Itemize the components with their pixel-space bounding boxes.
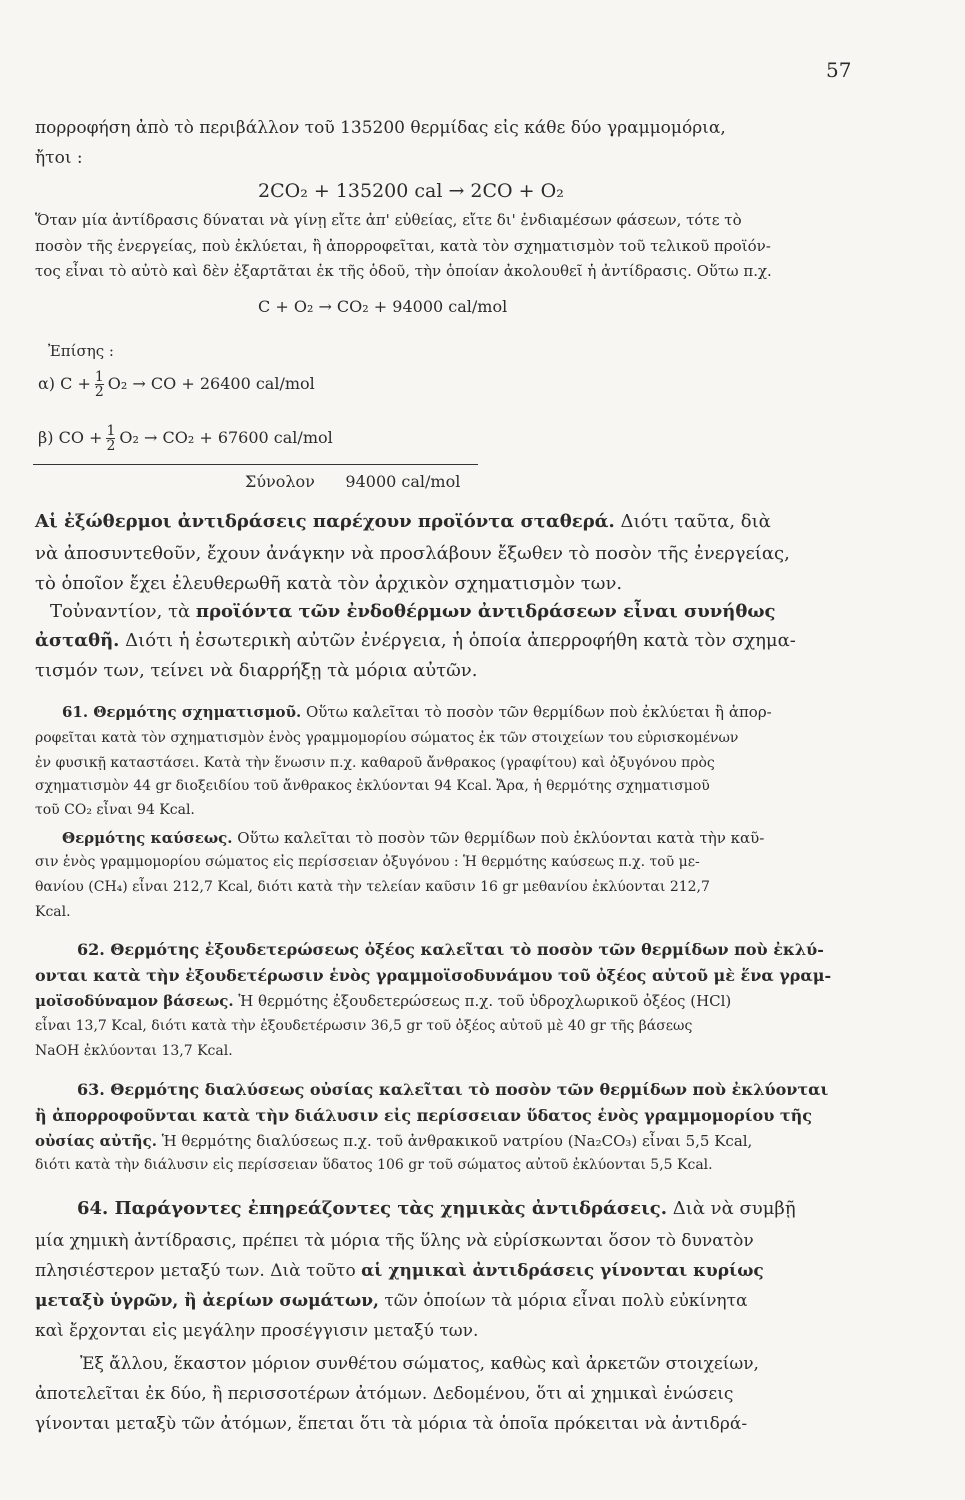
para3-line-1 <box>50 601 775 622</box>
s64-line-3 <box>35 1261 764 1281</box>
para3-bold: προϊόντα τῶν ἐνδοθέρμων ἀντιδράσεων εἶναι συνήθως <box>195 601 776 622</box>
para2-line-3: τὸ ὁποῖον ἔχει ἐλευθερωθῆ κατὰ τὸν ἀρχικὸν σχηματισμὸν των. <box>35 573 623 594</box>
s61-line-1 <box>62 703 772 721</box>
s62-line-1: 62. Θερμότης ἐξουδετερώσεως ὀξέος καλεῖται τὸ ποσὸν τῶν θερμίδων ποὺ ἐκλύ- <box>77 940 824 959</box>
combustion-line-4: Kcal. <box>35 904 71 920</box>
s63-bold-substance: οὐσίας αὐτῆς. <box>35 1132 157 1150</box>
combustion-line-1-rest: Οὕτω καλεῖται τὸ ποσὸν τῶν θερμίδων ποὺ ἐκλύονται κατὰ τὴν καῦ- <box>232 829 765 847</box>
equation-b-prefix: β) CO + <box>38 428 103 447</box>
equation-carbon-combustion: C + O₂ → CO₂ + 94000 cal/mol <box>258 297 508 316</box>
s64-line-4 <box>35 1291 747 1311</box>
total-value: 94000 cal/mol <box>345 472 461 491</box>
s61-line-4: σχηματισμὸν 44 gr διοξειδίου τοῦ ἄνθρακος ἐκλύονται 94 Kcal. Ἄρα, ἡ θερμότης σχηματισμοῦ <box>35 778 710 794</box>
total-row <box>245 472 460 491</box>
s63-line-4: διότι κατὰ τὴν διάλυσιν εἰς περίσσειαν ὕδατος 106 gr τοῦ σώματος αὐτοῦ ἐκλύονται 5,5 Kcal. <box>35 1157 713 1173</box>
para3-line-2 <box>35 630 796 651</box>
s62-line-2: ονται κατὰ τὴν ἐξουδετέρωσιν ἑνὸς γραμμοϊσοδυνάμου τοῦ ὀξέος αὐτοῦ μὲ ἕνα γραμ- <box>35 966 832 985</box>
para2-line-1-rest: Διότι ταῦτα, διὰ <box>614 511 771 532</box>
s63-line-3 <box>35 1132 752 1150</box>
fraction-a-numerator: 1 <box>94 369 104 385</box>
s64-line-1-rest: Διὰ νὰ συμβῇ <box>667 1198 796 1219</box>
equation-a <box>38 370 315 399</box>
combustion-line-1 <box>62 829 764 847</box>
para3-bold-unstable: ἀσταθῆ. <box>35 630 120 651</box>
para3-line-3: τισμόν των, τείνει νὰ διαρρήξῃ τὰ μόρια αὐτῶν. <box>35 660 478 681</box>
s61-line-1-rest: Οὕτω καλεῖται τὸ ποσὸν τῶν θερμίδων ποὺ ἐκλύεται ἢ ἀπορ- <box>301 703 772 721</box>
s64-line-7: ἀποτελεῖται ἐκ δύο, ἢ περισσοτέρων ἀτόμων. Δεδομένου, ὅτι αἱ χημικαὶ ἑνώσεις <box>35 1384 734 1404</box>
page-number: 57 <box>826 58 852 82</box>
s62-line-5: NaOH ἐκλύονται 13,7 Kcal. <box>35 1043 233 1059</box>
s64-bold-liquids: μεταξὺ ὑγρῶν, ἢ ἀερίων σωμάτων, <box>35 1291 379 1311</box>
equation-b-rest: O₂ → CO₂ + 67600 cal/mol <box>119 428 333 447</box>
also-label: Ἐπίσης : <box>48 342 114 360</box>
para2-bold: Αἱ ἐξώθερμοι ἀντιδράσεις παρέχουν προϊόντα σταθερά. <box>35 511 615 532</box>
total-label: Σύνολον <box>245 472 315 491</box>
s61-line-3: ἐν φυσικῇ καταστάσει. Κατὰ τὴν ἕνωσιν π.χ. καθαροῦ ἄνθρακος (γραφίτου) καὶ ὀξυγόνου πρὸς <box>35 755 715 771</box>
para1-line-3: τος εἶναι τὸ αὐτὸ καὶ δὲν ἐξαρτᾶται ἐκ τῆς ὁδοῦ, τὴν ὁποίαν ἀκολουθεῖ ἡ ἀντίδρασις. Οὕτω π.χ. <box>35 262 772 280</box>
fraction-one-half-b <box>106 424 115 453</box>
combustion-line-2: σιν ἑνὸς γραμμομορίου σώματος εἰς περίσσειαν ὀξυγόνου : Ἡ θερμότης καύσεως π.χ. τοῦ με- <box>35 854 700 870</box>
s64-line-5: καὶ ἔρχονται εἰς μεγάλην προσέγγισιν μεταξύ των. <box>35 1321 479 1341</box>
s63-line-1: 63. Θερμότης διαλύσεως οὐσίας καλεῖται τὸ ποσὸν τῶν θερμίδων ποὺ ἐκλύονται <box>77 1080 829 1099</box>
s61-line-5: τοῦ CO₂ εἶναι 94 Kcal. <box>35 802 195 818</box>
s61-heading: 61. Θερμότης σχηματισμοῦ. <box>62 703 302 721</box>
s64-heading: 64. Παράγοντες ἐπηρεάζοντες τὰς χημικὰς ἀντιδράσεις. <box>77 1198 668 1219</box>
s62-line-4: εἶναι 13,7 Kcal, διότι κατὰ τὴν ἐξουδετέρωσιν 36,5 gr τοῦ ὀξέος αὐτοῦ μὲ 40 gr τῆς βάσεως <box>35 1018 693 1034</box>
s63-line-2: ἢ ἀπορροφοῦνται κατὰ τὴν διάλυσιν εἰς περίσσειαν ὕδατος ἑνὸς γραμμομορίου τῆς <box>35 1106 813 1125</box>
s64-line-3-start: πλησιέστερον μεταξύ των. Διὰ τοῦτο <box>35 1261 362 1281</box>
combustion-heading: Θερμότης καύσεως. <box>62 829 233 847</box>
s61-line-2: ροφεῖται κατὰ τὸν σχηματισμὸν ἑνὸς γραμμομορίου σώματος ἐκ τῶν στοιχείων του εὑρισκομένων <box>35 730 739 746</box>
intro-line-2: ἤτοι : <box>35 148 83 168</box>
para2-line-2: νὰ ἀποσυντεθοῦν, ἔχουν ἀνάγκην νὰ προσλάβουν ἔξωθεν τὸ ποσὸν τῆς ἐνεργείας, <box>35 543 790 564</box>
s64-line-2: μία χημικὴ ἀντίδρασις, πρέπει τὰ μόρια τῆς ὕλης νὰ εὑρίσκωνται ὅσον τὸ δυνατὸν <box>35 1231 754 1251</box>
s64-line-8: γίνονται μεταξὺ τῶν ἀτόμων, ἕπεται ὅτι τὰ μόρια τὰ ὁποῖα πρόκειται νὰ ἀντιδρά- <box>35 1414 748 1434</box>
s64-line-6: Ἐξ ἄλλου, ἕκαστον μόριον συνθέτου σώματος, καθὼς καὶ ἀρκετῶν στοιχείων, <box>80 1354 759 1374</box>
equation-co2-decomposition: 2CO₂ + 135200 cal → 2CO + O₂ <box>258 180 564 202</box>
fraction-b-denominator: 2 <box>106 438 116 454</box>
para3-line-1-start: Τοὐναντίον, τὰ <box>50 601 196 622</box>
s64-bold-reactions: αἱ χημικαὶ ἀντιδράσεις γίνονται κυρίως <box>361 1261 764 1281</box>
para1-line-1: Ὅταν μία ἀντίδρασις δύναται νὰ γίνῃ εἴτε ἀπ' εὐθείας, εἴτε δι' ἐνδιαμέσων φάσεων, τότε τὸ <box>35 211 742 229</box>
s62-line-3 <box>35 992 731 1010</box>
equation-a-rest: O₂ → CO + 26400 cal/mol <box>107 374 315 393</box>
fraction-b-numerator: 1 <box>106 423 116 439</box>
s62-line-3-rest: Ἡ θερμότης ἐξουδετερώσεως π.χ. τοῦ ὑδροχλωρικοῦ ὀξέος (HCl) <box>233 992 732 1010</box>
combustion-line-3: θανίου (CH₄) εἶναι 212,7 Kcal, διότι κατὰ τὴν τελείαν καῦσιν 16 gr μεθανίου ἐκλύονται 212,7 <box>35 879 710 895</box>
intro-line-1: πορροφήση ἀπὸ τὸ περιβάλλον τοῦ 135200 θερμίδας εἰς κάθε δύο γραμμομόρια, <box>35 118 726 138</box>
s63-line-3-rest: Ἡ θερμότης διαλύσεως π.χ. τοῦ ἀνθρακικοῦ νατρίου (Na₂CO₃) εἶναι 5,5 Kcal, <box>156 1132 753 1150</box>
sum-rule <box>33 464 478 465</box>
equation-b <box>38 424 333 453</box>
s64-line-4-rest: τῶν ὁποίων τὰ μόρια εἶναι πολὺ εὐκίνητα <box>378 1291 748 1311</box>
s64-line-1 <box>77 1198 796 1219</box>
para2-line-1 <box>35 511 771 532</box>
s62-bold-base: μοϊσοδύναμον βάσεως. <box>35 992 234 1010</box>
equation-a-prefix: α) C + <box>38 374 91 393</box>
para1-line-2: ποσὸν τῆς ἐνεργείας, ποὺ ἐκλύεται, ἢ ἀπορροφεῖται, κατὰ τὸν σχηματισμὸν τοῦ τελικοῦ προϊόν- <box>35 237 771 255</box>
fraction-one-half-a <box>95 370 104 399</box>
fraction-a-denominator: 2 <box>94 384 104 400</box>
para3-line-2-rest: Διότι ἡ ἐσωτερικὴ αὐτῶν ἐνέργεια, ἡ ὁποία ἀπερροφήθη κατὰ τὸν σχημα- <box>119 630 796 651</box>
